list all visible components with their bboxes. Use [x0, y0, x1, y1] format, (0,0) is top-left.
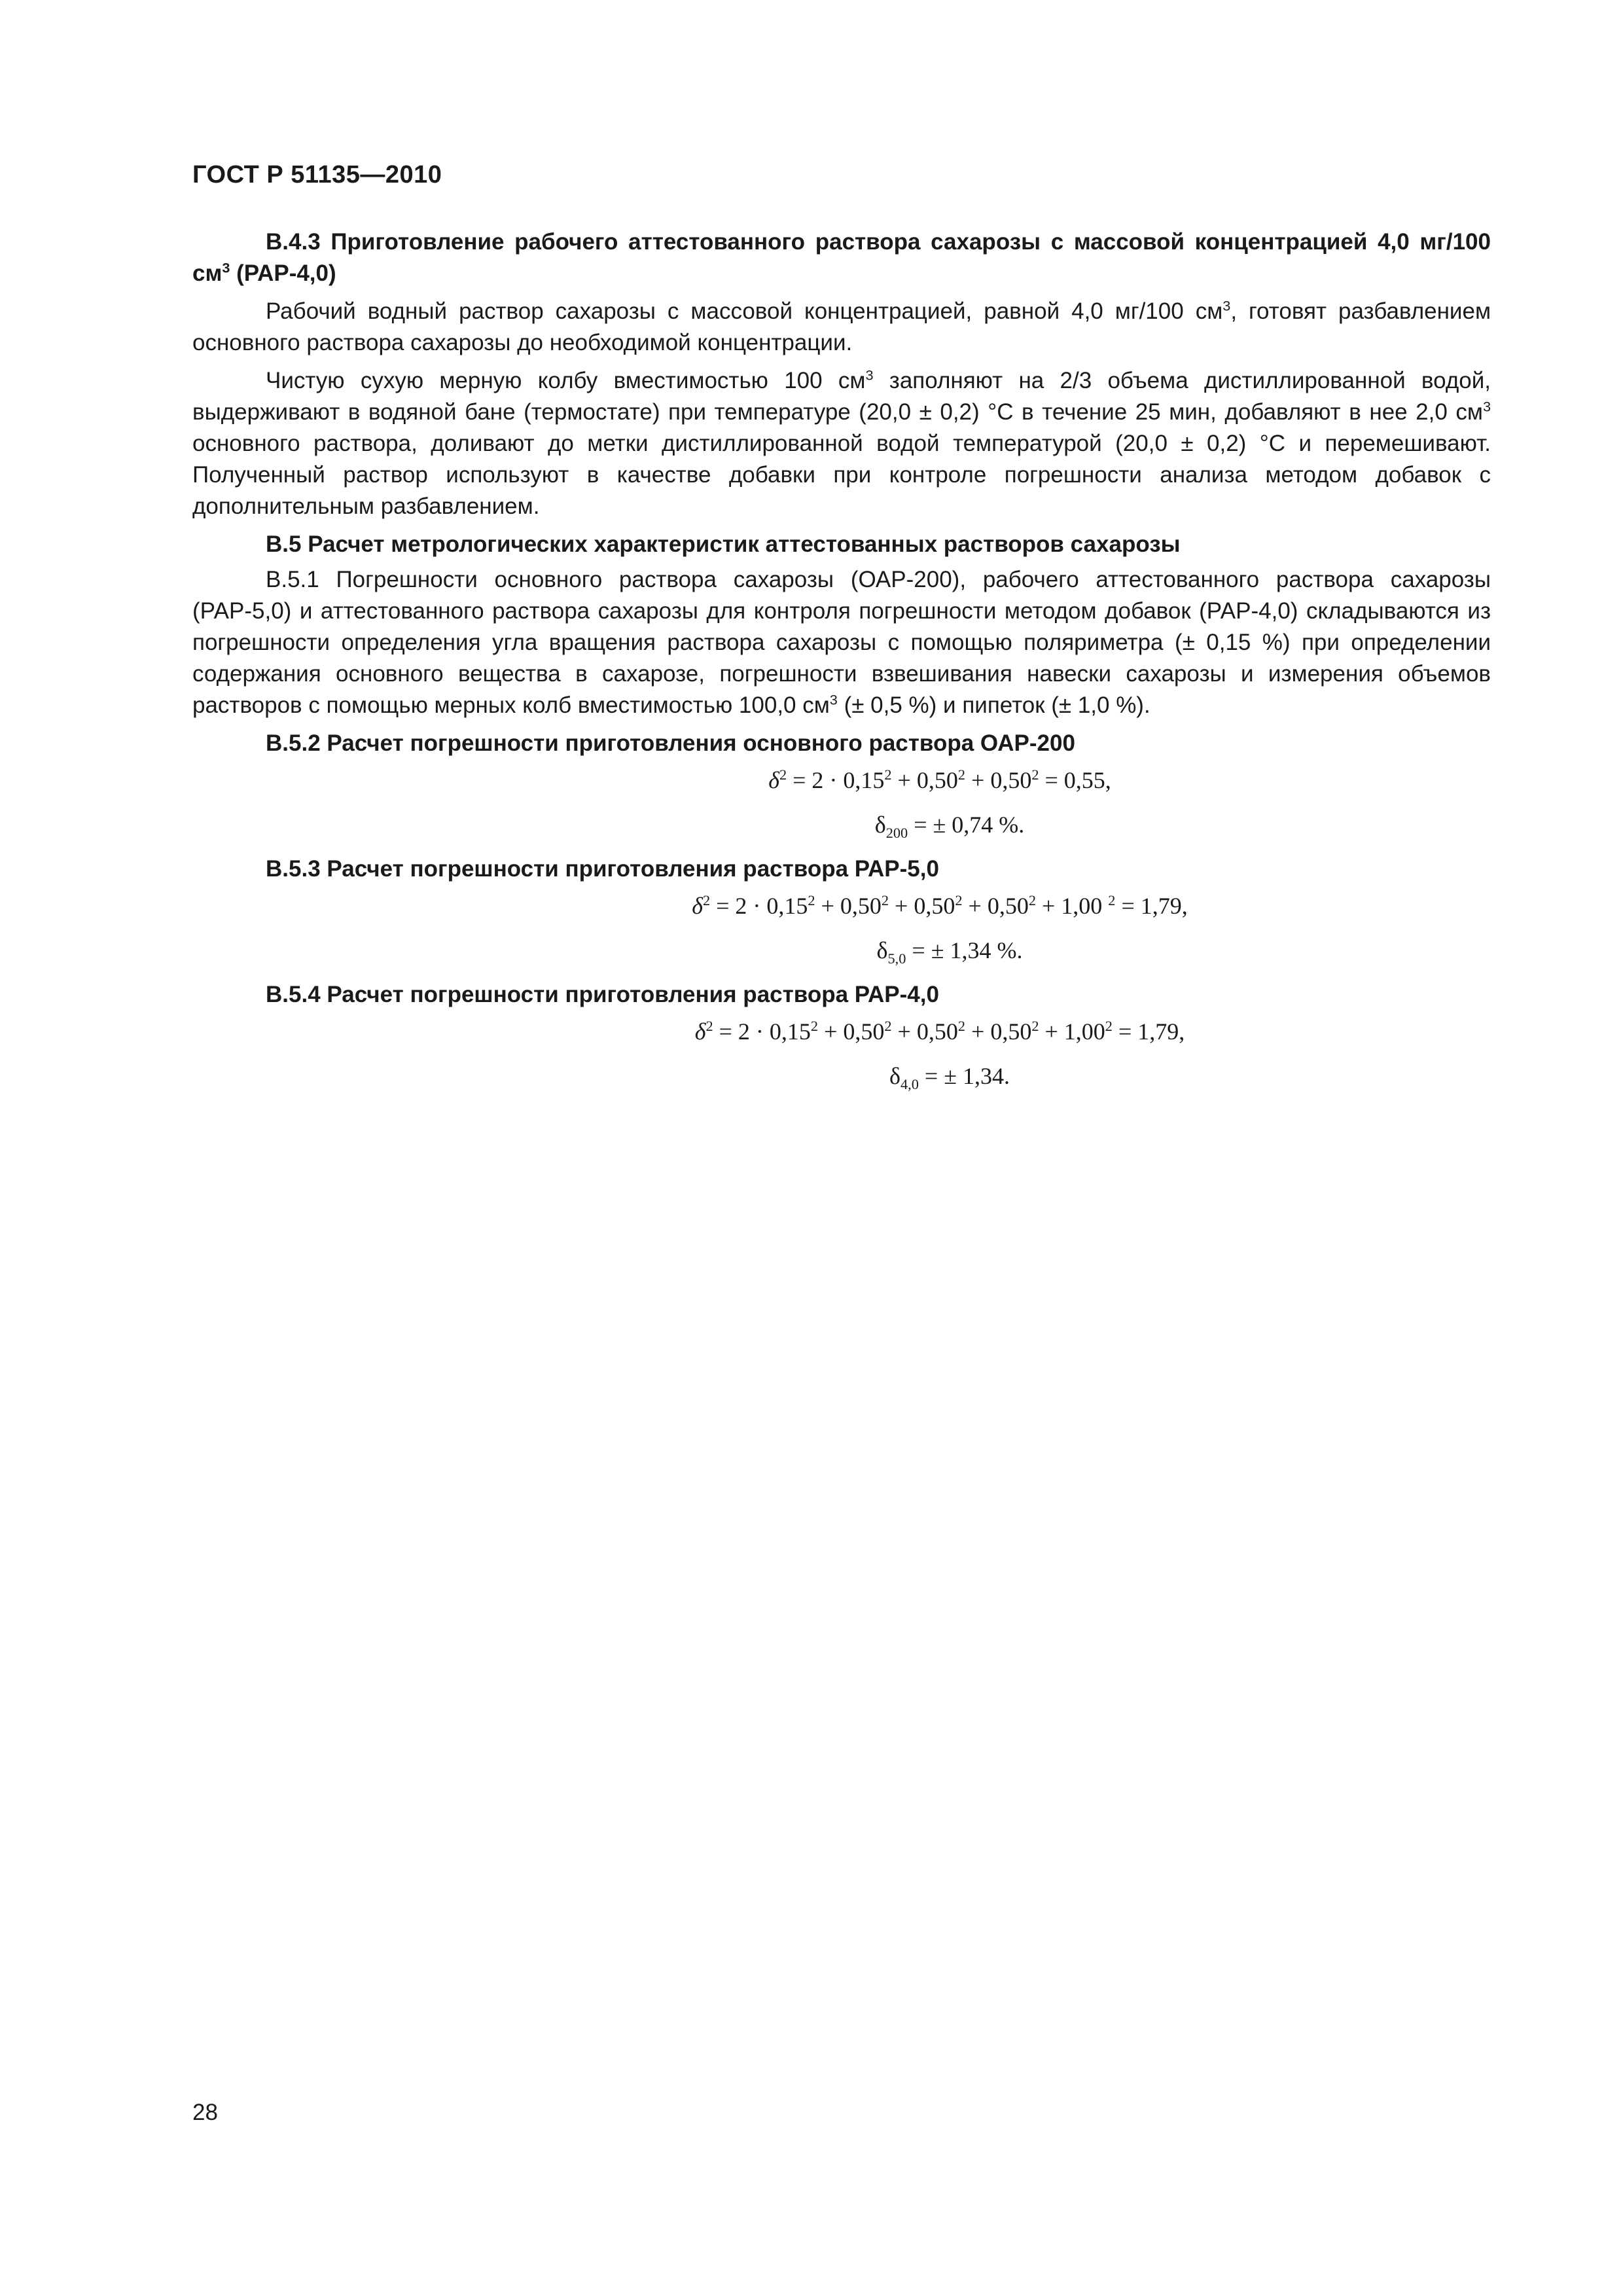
- document-header: ГОСТ Р 51135—2010: [192, 161, 442, 188]
- document-body: [192, 226, 1491, 1105]
- section-b53-heading: В.5.3 Расчет погрешности приготовления раствора РАР-5,0: [266, 856, 939, 882]
- formula-b54-result: $\delta_{4,0}$ = ± 1,34.: [889, 1063, 1010, 1093]
- section-b43-paragraph-2: Чистую сухую мерную колбу вместимостью 100 $см^3$ заполняют на 2/3 объема дистиллированной водой, выдерживают в водяной бане (термостате) при температуре (20,0 ± 0,2) °С в течение 25 мин, добавляют в нее 2,0 $см^3$ основного раствора, доливают до метки дистиллированной водой температурой (20,0 ± 0,2) °С и перемешивают. Полученный раствор используют в качестве добавки при контроле погрешности анализа методом добавок с дополнительным разбавлением.: [192, 367, 1491, 519]
- formula-b53-result: $\delta_{5,0}$ = ± 1,34 %.: [876, 937, 1023, 967]
- section-b43-paragraph-1: Рабочий водный раствор сахарозы с массовой концентрацией, равной 4,0 мг/100 $см^3$, готовят разбавлением основного раствора сахарозы до необходимой концентрации.: [192, 297, 1491, 355]
- section-b51-paragraph: В.5.1 Погрешности основного раствора сахарозы (ОАР-200), рабочего аттестованного раствора сахарозы (РАР-5,0) и аттестованного раствора сахарозы для контроля погрешности методом добавок (РАР-4,0) складываются из погрешности определения угла вращения раствора сахарозы с помощью поляриметра (± 0,15 %) при определении содержания основного вещества в сахарозе, погрешности взвешивания навески сахарозы и измерения объемов растворов с помощью мерных колб вместимостью 100,0 $см^3$ (± 0,5 %) и пипеток (± 1,0 %).: [192, 567, 1491, 718]
- formula-b53-variance: $\delta^2 = 2 \cdot 0,15^2 + 0,50^2 + 0,50^2 + 0,50^2 + 1,00$ $^2$ = 1,79,: [692, 892, 1188, 919]
- formula-b52-variance: $\delta^2 = 2 \cdot 0,15^2 + 0,50^2 + 0,50^2 = 0,55$,: [768, 766, 1111, 793]
- formula-b54-variance: $\delta^2 = 2 \cdot 0,15^2 + 0,50^2 + 0,50^2 + 0,50^2 + 1,00^2 = 1,79$,: [694, 1018, 1185, 1045]
- section-b52-heading: В.5.2 Расчет погрешности приготовления основного раствора ОАР-200: [266, 730, 1075, 756]
- section-b54-heading: В.5.4 Расчет погрешности приготовления раствора РАР-4,0: [266, 982, 939, 1007]
- formula-b52-result: $\delta_{200}$ = ± 0,74 %.: [874, 812, 1025, 842]
- section-b43-heading: В.4.3 Приготовление рабочего аттестованного раствора сахарозы с массовой концентрацией 4,0 мг/100 $см^3$ (РАР-4,0): [192, 229, 1491, 286]
- section-b5-heading: В.5 Расчет метрологических характеристик аттестованных растворов сахарозы: [266, 531, 1181, 557]
- page-number: 28: [192, 2100, 218, 2125]
